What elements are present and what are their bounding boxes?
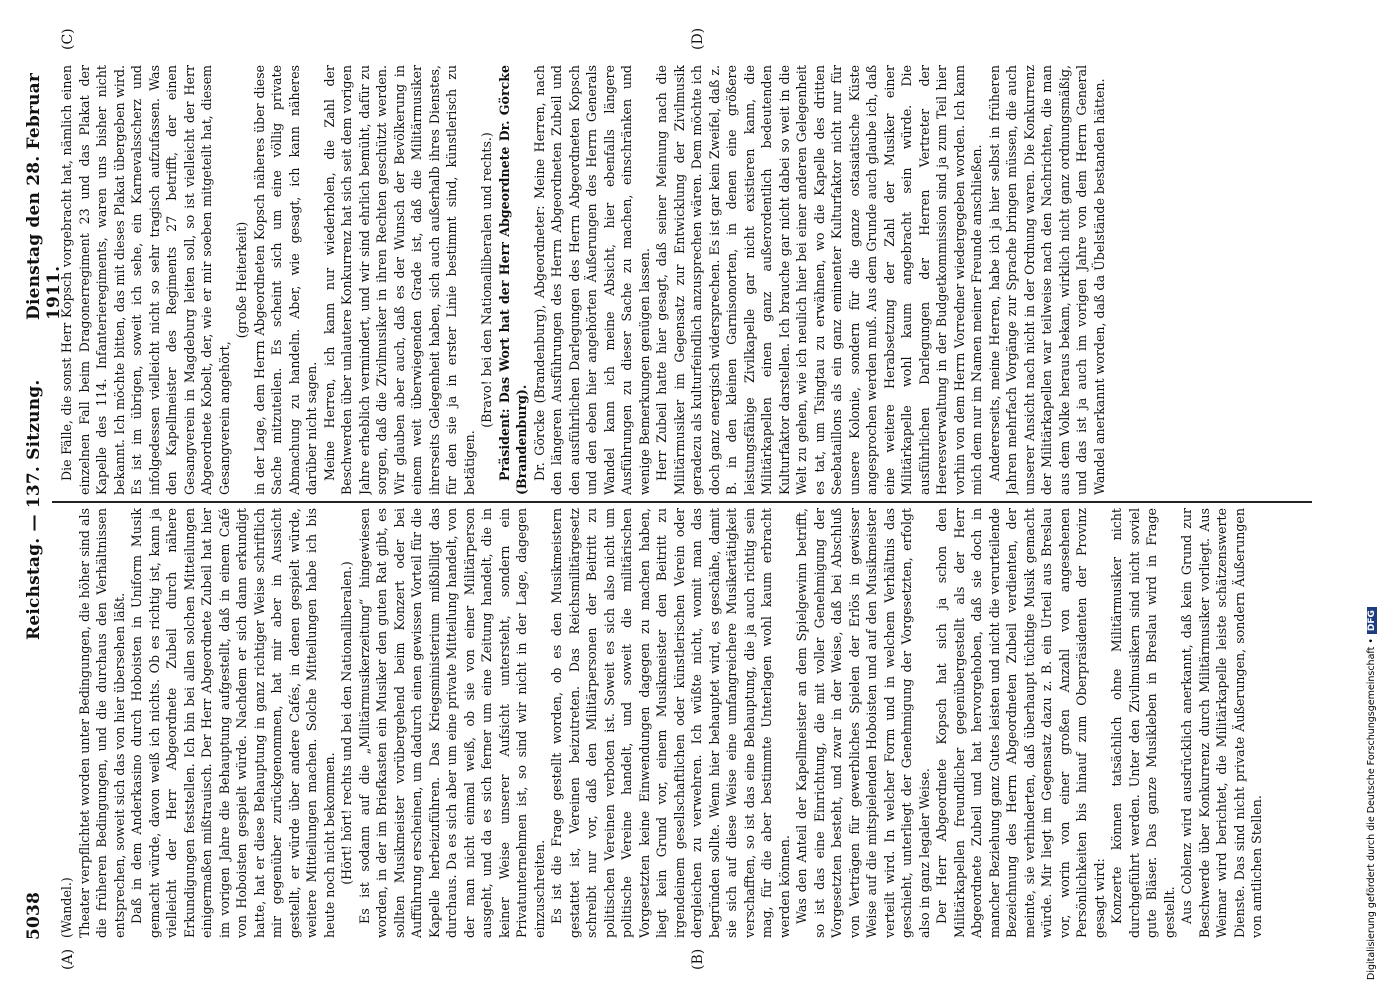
- margin-mark-a: (A): [60, 948, 76, 970]
- paragraph: Die Fälle, die sonst Herr Kopsch vorgebracht hat, nämlich einen einzelnen Fall beim Dragonerregiment 23 und das Plakat der Kapelle des 114. Infanterieregiments, waren uns bisher nicht bekannt. Ich möchte bitten, das mit dieses Plakat übergeben wird. Es ist im übrigen, soweit ich sehe, ein Karnevalsscherz und infolgedessen vielleicht nicht so sehr tragisch aufzufassen. Was den Kapellmeister des Regiments 27 betrifft, der einen Gesangverein in Magdeburg leiten soll, so ist vielleicht der Herr Abgeordnete Kobelt, der, wie er mir soeben mitgeteilt hat, diesem Gesangverein angehört,: [59, 65, 232, 495]
- interjection: (große Heiterkeit): [234, 221, 249, 339]
- session-title: Reichstag. — 137. Sitzung.: [24, 379, 44, 640]
- paragraph: Der Herr Abgeordnete Kopsch hat sich ja schon den Militärkapellen freundlicher gegenübergestellt als der Herr Abgeordnete Zubeil und hat hervorgehoben, daß sie doch in mancher Beziehung ganz Gutes leisten und nicht die verurteilende Bezeichnung des Herrn Abgeordneten Zubeil verdienten, der meinte, sie verhinderten, daß überhaupt tüchtige Musik gemacht würde. Mir liegt im Gegensatz dazu z. B. ein Urteil aus Breslau vor, worin von einer großen Anzahl von angesehenen Persönlichkeiten bis hinauf zum Oberpräsidenten der Provinz gesagt wird:: [934, 508, 1107, 938]
- paragraph: Daß in dem Anderkasino durch Hoboisten in Uniform Musik gemacht würde, davon weiß ich nichts. Ob es richtig ist, kann ja vielleicht der Herr Abgeordnete Zubeil durch nähere Erkundigungen feststellen. Ich bin bei allen solchen Mitteilungen einigermaßen mißtrauisch. Der Herr Abgeordnete Zubeil hat hier im vorigen Jahre die Behauptung aufgestellt, daß in einem Café von Hoboisten gespielt würde. Nachdem er sich dann erkundigt hatte, hat er diese Behauptung in ganz richtiger Weise schriftlich mir gegenüber zurückgenommen, hat mir aber in Aussicht gestellt, er würde über andere Cafés, in denen gespielt würde, weitere Mitteilungen machen. Solche Mitteilungen habe ich bis heute noch nicht bekommen.: [129, 508, 337, 938]
- paragraph: Was den Anteil der Kapellmeister an dem Spielgewinn betrifft, so ist das eine Einrichtung, die mit voller Genehmigung der Vorgesetzten besteht, und zwar in der Weise, daß bei Abschluß von Verträgen für gewerbliches Spielen der Erlös in gewisser Weise auf die mitspielenden Hoboisten und auf den Musikmeister verteilt wird. In welcher Form und in welchem Verhältnis das geschieht, unterliegt der Genehmigung der Vorgesetzten, erfolgt also in ganz legaler Weise.: [794, 508, 932, 938]
- paragraph: Es ist die Frage gestellt worden, ob es den Musikmeistern gestattet ist, Vereinen beizutreten. Das Reichsmilitärgesetz schreibt nur vor, daß den Militärpersonen der Beitritt zu politischen Vereinen verboten ist. Soweit es sich also nicht um politische Vereine handelt, und soweit die militärischen Vorgesetzten keine Einwendungen dagegen zu machen haben, liegt kein Grund vor, einem Musikmeister den Beitritt zu irgendeinem gesellschaftlichen oder künstlerischen Verein oder dergleichen zu verwehren. Ich wüßte nicht, womit man das begründen sollte. Wenn hier behauptet wird, es geschähe, damit sie sich auf diese Weise eine umfangreichere Musikertätigkeit verschafften, so ist das eine Behauptung, die ja auch richtig sein mag, für die aber bestimmte Unterlagen wohl kaum erbracht werden können.: [549, 508, 792, 938]
- paragraph: (Wandel.): [59, 877, 74, 938]
- paragraph: Dr. Görcke (Brandenburg), Abgeordneter: Meine Herren, nach den längeren Ausführungen des Herrn Abgeordneten Zubeil und den ausführlichen Darlegungen des Herrn Abgeordneten Kopsch und den eben hier angehörten Äußerungen des Herrn Generals Wandel kann ich meine Absicht, hier ebenfalls längere Ausführungen zu dieser Sache zu machen, einschränken und wenige Bemerkungen genügen lassen.: [531, 65, 652, 495]
- column-divider: [52, 501, 1312, 503]
- digitization-credit: [1366, 0, 1380, 980]
- speaker-announcement: Präsident: Das Wort hat der Herr Abgeordnete Dr. Görcke (Brandenburg).: [496, 65, 529, 495]
- digitization-note: Digitalisierung gefördert durch die Deutsche Forschungsgemeinschaft •: [1366, 638, 1377, 980]
- margin-mark-c: (C): [60, 28, 76, 50]
- paragraph: Meine Herren, ich kann nur wiederholen, die Zahl der Beschwerden über unlautere Konkurrenz hat sich seit dem vorigen Jahre erheblich vermindert, und wir sind ehrlich bemüht, dafür zu sorgen, daß die Zivilmusiker in ihren Rechten geschützt werden. Wir glauben aber auch, daß es der Wunsch der Bevölkerung in einem weit überwiegenden Grade ist, daß die Militärmusiker ihrerseits Gelegenheit haben, sich auch außerhalb ihres Dienstes, für den sie ja in erster Linie bestimmt sind, künstlerisch zu betätigen.: [321, 65, 477, 495]
- text-column-left: [58, 508, 1278, 938]
- paragraph: Es ist sodann auf die „Militärmusikerzeitung“ hingewiesen worden, in der im Briefkasten ein Musiker den guten Rat gibt, es sollten Musikmeister vorübergehend beim Konzert oder bei Aufführung erscheinen, um dadurch einen gewissen Vorteil für die Kapelle herbeizuführen. Das Kriegsministerium mißbilligt das durchaus. Da es sich aber um eine private Mitteilung handelt, von der man nicht einmal weiß, ob sie von einer Militärperson ausgeht, und da es sich ferner um eine Zeitung handelt, die in keiner Weise unserer Aufsicht untersteht, sondern ein Privatunternehmen ist, so sind wir nicht in der Lage, dagegen einzuschreiten.: [356, 508, 547, 938]
- dfg-logo: DFG: [1367, 607, 1377, 634]
- margin-mark-b: (B): [690, 948, 706, 970]
- paragraph: in der Lage, dem Herrn Abgeordneten Kopsch näheres über diese Sache mitzuteilen. Es scheint sich um eine völlig private Abmachung zu handeln. Aber, wie gesagt, ich kann näheres darüber nicht sagen.: [251, 65, 319, 495]
- interjection: (Hört! hört! rechts und bei den Nationalliberalen.): [339, 561, 354, 885]
- page-number: 5038: [24, 891, 44, 940]
- date-title: Dienstag den 28. Februar 1911.: [24, 72, 64, 320]
- quotation: Konzerte können tatsächlich ohne Militärmusiker nicht durchgeführt werden. Unter den Zivilmusikern sind nicht soviel gute Bläser. Das ganze Musikleben in Breslau wird in Frage gestellt.: [1109, 508, 1177, 938]
- paragraph: Andererseits, meine Herren, habe ich ja hier selbst in früheren Jahren mehrfach Vorgänge zur Sprache bringen müssen, die auch unserer Ansicht nach nicht in der Ordnung waren. Die Konkurrenz der Militärkapellen war teilweise nach den Nachrichten, die man aus dem Volke heraus bekam, wirklich nicht ganz ordnungsmäßig, und das ist ja auch im vorigen Jahre von dem Herrn General Wandel anerkannt worden, daß da Übelstände bestanden hätten.: [986, 65, 1107, 495]
- paragraph: Herr Zubeil hatte hier gesagt, daß seiner Meinung nach die Militärmusiker im Gegensatz zur Entwicklung der Zivilmusik geradezu als kulturfeindlich anzusprechen wären. Dem möchte ich doch ganz energisch widersprechen. Es ist gar kein Zweifel, daß z. B. in den kleinen Garnisonorten, in denen eine größere leistungsfähige Zivilkapelle gar nicht existieren kann, die Militärkapellen einen ganz außerordentlich bedeutenden Kulturfaktor darstellen. Ich brauche gar nicht dabei so weit in die Welt zu gehen, wie ich neulich hier bei einer anderen Gelegenheit es tat, um Tsingtau zu erwähnen, wo die Kapelle des dritten Seebataillons als ein ganz eminenter Kulturfaktor nicht nur für unsere Kolonie, sondern für die ganze ostasiatische Küste angesprochen werden muß. Aus dem Grunde auch glaube ich, daß eine weitere Herabsetzung der Zahl der Musiker einer Militärkapelle wohl kaum angebracht sein würde. Die ausführlichen Darlegungen der Herren Vertreter der Heeresverwaltung in der Budgetkommission sind ja zum Teil hier vorhin von dem Herrn Vorredner wiedergegeben worden. Ich kann mich dem nur im Namen meiner Freunde anschließen.: [654, 65, 984, 495]
- text-column-right: [58, 65, 1278, 495]
- page-header: [22, 60, 64, 940]
- margin-mark-d: (D): [690, 27, 706, 50]
- interjection: (Bravo! bei den Nationalliberalen und rechts.): [479, 132, 494, 428]
- paragraph: Theater verpflichtet worden unter Bedingungen, die höher sind als die früheren Bedingungen, und die durchaus den Verhältnissen entsprechen, soweit sich das von hier übersehen läßt.: [76, 508, 127, 938]
- paragraph: Aus Coblenz wird ausdrücklich anerkannt, daß kein Grund zur Beschwerde über Konkurrenz durch Militärmusiker vorliegt. Aus Weimar wird berichtet, die Militärkapelle leiste schätzenswerte Dienste. Das sind nicht private Äußerungen, sondern Äußerungen von amtlichen Stellen.: [1179, 508, 1264, 938]
